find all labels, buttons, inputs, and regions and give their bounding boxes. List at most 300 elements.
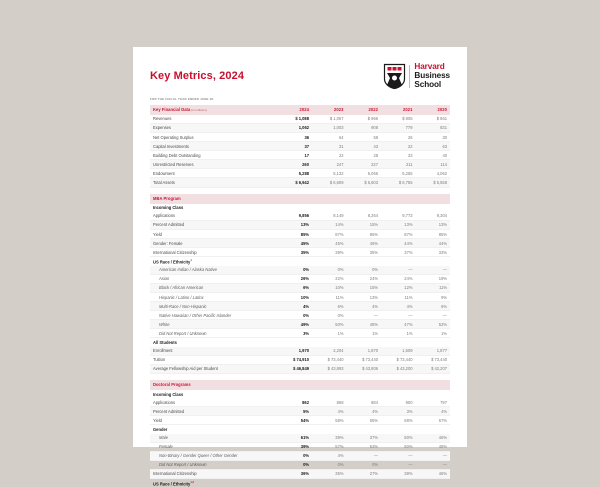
column-header-year: [347, 194, 382, 204]
row-value: 86%: [347, 229, 382, 238]
row-value: 24%: [347, 274, 382, 283]
row-value: [416, 478, 451, 487]
table-row: [150, 220, 450, 229]
table-row: [150, 302, 450, 311]
row-value: 37: [278, 142, 313, 151]
row-value: 47%: [381, 320, 416, 329]
row-value: $ 46,849: [278, 364, 313, 373]
row-value: $ 73,440: [381, 355, 416, 364]
row-label: Net Operating Surplus: [150, 132, 278, 141]
row-value: $ 1,067: [312, 115, 347, 124]
row-label: Capital Investments: [150, 142, 278, 151]
row-value: 36: [278, 132, 313, 141]
row-label: Did Not Report / Unknown: [150, 460, 278, 469]
row-value: 5,066: [347, 169, 382, 178]
row-value: 12%: [381, 283, 416, 292]
row-value: [416, 390, 451, 398]
row-value: 908: [347, 123, 382, 132]
row-value: [416, 338, 451, 347]
row-value: 1%: [416, 329, 451, 338]
row-value: $ 6,942: [278, 178, 313, 187]
row-value: [381, 338, 416, 347]
section-header-row: [150, 380, 450, 390]
row-label: Incoming Class: [153, 391, 184, 397]
table-row: [150, 123, 450, 132]
row-value: $ 6,755: [381, 178, 416, 187]
row-value: 50%: [312, 320, 347, 329]
row-value: 0%: [312, 460, 347, 469]
row-label: Female: [150, 442, 278, 451]
row-value: 1,062: [278, 123, 313, 132]
row-label: Building Debt Outstanding: [150, 151, 278, 160]
row-value: 14%: [312, 220, 347, 229]
row-value: 46%: [347, 239, 382, 248]
table-row: [150, 248, 450, 257]
row-value: $ 805: [381, 115, 416, 124]
row-value: 5,132: [312, 169, 347, 178]
row-value: 1,970: [278, 347, 313, 356]
page-title: Key Metrics, 2024: [150, 70, 245, 82]
row-label: Multi-Race / Non-Hispanic: [150, 302, 278, 311]
row-value: 6%: [416, 302, 451, 311]
row-value: 39%: [312, 434, 347, 443]
row-value: 1%: [312, 329, 347, 338]
row-label: Yield: [150, 416, 278, 425]
table-financial: [150, 105, 450, 188]
row-label: Hispanic / Latino / Latinx: [150, 293, 278, 302]
row-label: Revenues: [150, 115, 278, 124]
section-header-row: [150, 194, 450, 204]
row-value: 0%: [278, 451, 313, 460]
row-value: 9%: [416, 293, 451, 302]
row-value: $ 73,440: [347, 355, 382, 364]
table-row: [150, 160, 450, 169]
row-value: 114: [416, 160, 451, 169]
column-header-year: 2021: [381, 105, 416, 115]
row-value: —: [416, 460, 451, 469]
section-header-row: [150, 105, 450, 115]
row-value: 1,877: [416, 347, 451, 356]
row-label: Native Hawaiian / Other Pacific Islander: [150, 311, 278, 320]
row-label: Gender: Female: [150, 239, 278, 248]
row-value: 797: [416, 398, 451, 407]
row-value: 85%: [416, 229, 451, 238]
row-value: 9,773: [381, 212, 416, 221]
table-row: [150, 478, 450, 487]
column-header-year: 2020: [416, 105, 451, 115]
column-header-year: 2023: [312, 105, 347, 115]
row-value: —: [416, 451, 451, 460]
row-value: 43: [347, 142, 382, 151]
row-value: 49%: [278, 320, 313, 329]
row-value: 9,856: [278, 212, 313, 221]
row-value: 30: [416, 132, 451, 141]
row-value: 13%: [416, 220, 451, 229]
row-value: 65%: [347, 416, 382, 425]
document-header: [150, 61, 450, 90]
row-value: —: [416, 266, 451, 275]
table-row: [150, 390, 450, 398]
row-value: 19%: [416, 274, 451, 283]
row-value: [347, 390, 382, 398]
table-row: [150, 169, 450, 178]
row-value: 3%: [278, 329, 313, 338]
table-row: [150, 257, 450, 266]
row-value: 68%: [381, 416, 416, 425]
row-label: Total Assets: [150, 178, 278, 187]
row-value: 44%: [416, 239, 451, 248]
row-value: 54%: [278, 416, 313, 425]
row-value: 46%: [416, 434, 451, 443]
row-value: [312, 425, 347, 434]
table-row: [150, 347, 450, 356]
row-value: 0%: [347, 266, 382, 275]
table-row: [150, 274, 450, 283]
row-value: [278, 478, 313, 487]
row-label: Tuition: [150, 355, 278, 364]
row-value: 1,509: [381, 347, 416, 356]
column-header-year: [416, 194, 451, 204]
table-row: [150, 178, 450, 187]
row-value: [312, 338, 347, 347]
row-value: 211: [381, 160, 416, 169]
row-value: [312, 257, 347, 266]
row-value: 61%: [278, 434, 313, 443]
row-value: [381, 390, 416, 398]
column-header-year: [381, 194, 416, 204]
row-value: [347, 425, 382, 434]
row-label: US Race / Ethnicity$^{1,2}$: [153, 480, 194, 486]
row-value: [278, 425, 313, 434]
table-row: [150, 329, 450, 338]
row-value: 0%: [278, 266, 313, 275]
row-value: 67%: [416, 416, 451, 425]
row-label: Percent Admitted: [150, 407, 278, 416]
row-value: 831: [416, 123, 451, 132]
row-value: [278, 204, 313, 212]
row-value: 48%: [347, 320, 382, 329]
row-value: 50%: [381, 442, 416, 451]
table-row: [150, 239, 450, 248]
row-value: [347, 338, 382, 347]
row-value: 227: [347, 160, 382, 169]
row-value: $ 861: [416, 115, 451, 124]
row-value: 260: [278, 160, 313, 169]
table-row: [150, 229, 450, 238]
row-value: $ 42,207: [416, 364, 451, 373]
row-value: 58: [347, 132, 382, 141]
row-value: 11%: [312, 293, 347, 302]
row-value: 26%: [278, 274, 313, 283]
row-value: 884: [347, 398, 382, 407]
table-row: [150, 132, 450, 141]
row-label: International Citizenship: [150, 469, 278, 478]
row-value: 2,204: [312, 347, 347, 356]
row-value: 247: [312, 160, 347, 169]
row-label: Applications: [150, 212, 278, 221]
row-value: $ 73,440: [416, 355, 451, 364]
row-value: 779: [381, 123, 416, 132]
column-header-year: [312, 380, 347, 390]
row-label: American Indian / Alaska Native: [150, 266, 278, 275]
table-row: [150, 364, 450, 373]
table-row: [150, 460, 450, 469]
logo-harvard: Harvard: [414, 62, 445, 71]
row-value: 38%: [381, 469, 416, 478]
row-value: —: [381, 311, 416, 320]
row-label: Black / African American: [150, 283, 278, 292]
row-value: $ 74,910: [278, 355, 313, 364]
row-value: 4,062: [416, 169, 451, 178]
row-value: 6%: [312, 302, 347, 311]
row-value: $ 6,603: [347, 178, 382, 187]
table-row: [150, 407, 450, 416]
row-value: $ 6,609: [312, 178, 347, 187]
section-header-label: Doctoral Programs: [150, 380, 278, 390]
row-value: 11%: [416, 283, 451, 292]
row-value: 6%: [278, 283, 313, 292]
row-value: 4%: [347, 407, 382, 416]
table-row: [150, 204, 450, 212]
row-label: Gender: [153, 426, 168, 432]
row-value: 17: [278, 151, 313, 160]
row-value: [416, 257, 451, 266]
table-row: [150, 434, 450, 443]
table-row: [150, 151, 450, 160]
row-value: 63: [416, 142, 451, 151]
row-value: —: [381, 266, 416, 275]
row-value: [312, 204, 347, 212]
table-row: [150, 469, 450, 478]
table-row: [150, 355, 450, 364]
row-value: 45%: [312, 239, 347, 248]
row-value: 63%: [347, 442, 382, 451]
row-label: Expenses: [150, 123, 278, 132]
row-value: $ 1,088: [278, 115, 313, 124]
row-value: 0%: [278, 311, 313, 320]
harvard-shield-icon: [384, 64, 405, 89]
column-header-year: 2024: [278, 105, 313, 115]
row-value: —: [381, 451, 416, 460]
row-value: [381, 204, 416, 212]
row-value: 10%: [278, 293, 313, 302]
table-row: [150, 451, 450, 460]
row-value: 1%: [347, 329, 382, 338]
table-mba: [150, 194, 450, 374]
table-row: [150, 442, 450, 451]
row-value: $ 5,558: [416, 178, 451, 187]
row-value: 46%: [416, 442, 451, 451]
row-label: International Citizenship: [150, 248, 278, 257]
row-value: —: [381, 460, 416, 469]
row-value: 4%: [312, 407, 347, 416]
row-value: 13%: [381, 220, 416, 229]
row-label: Male: [150, 434, 278, 443]
row-value: 4%: [312, 451, 347, 460]
column-header-year: [312, 194, 347, 204]
row-value: $ 73,440: [312, 355, 347, 364]
column-header-year: [347, 380, 382, 390]
row-value: 15%: [347, 283, 382, 292]
table-doctoral: [150, 380, 450, 487]
hbs-logo: [384, 63, 450, 90]
row-value: 0%: [278, 460, 313, 469]
row-value: 11%: [381, 293, 416, 302]
row-value: [312, 478, 347, 487]
row-value: 5,265: [381, 169, 416, 178]
row-value: 0%: [312, 266, 347, 275]
row-value: 36%: [278, 469, 313, 478]
row-value: 5,288: [278, 169, 313, 178]
table-row: [150, 115, 450, 124]
row-value: 64: [312, 132, 347, 141]
row-label: US Race / Ethnicity$^1$: [153, 258, 192, 265]
row-value: 862: [278, 398, 313, 407]
row-value: 4%: [347, 302, 382, 311]
row-value: 31: [312, 142, 347, 151]
column-header-year: [278, 380, 313, 390]
row-value: 45%: [278, 239, 313, 248]
footnote-marker: 1: [190, 258, 192, 262]
table-row: [150, 212, 450, 221]
row-value: $ 43,200: [381, 364, 416, 373]
row-value: —: [416, 311, 451, 320]
metrics-tables: [150, 105, 450, 487]
column-header-year: [381, 380, 416, 390]
row-value: 39%: [312, 248, 347, 257]
row-value: [347, 478, 382, 487]
row-value: 57%: [312, 442, 347, 451]
row-value: 35%: [347, 248, 382, 257]
column-header-year: 2022: [347, 105, 382, 115]
row-value: [278, 390, 313, 398]
table-row: [150, 283, 450, 292]
row-value: $ 966: [347, 115, 382, 124]
table-row: [150, 266, 450, 275]
row-value: 27%: [347, 469, 382, 478]
row-value: $ 43,893: [312, 364, 347, 373]
row-value: [381, 425, 416, 434]
row-value: [416, 425, 451, 434]
logo-school: School: [414, 79, 442, 89]
row-value: [312, 390, 347, 398]
row-value: 40: [416, 151, 451, 160]
row-value: 8,149: [312, 212, 347, 221]
row-value: 85%: [278, 229, 313, 238]
row-label: Applications: [150, 398, 278, 407]
row-value: 22: [312, 151, 347, 160]
row-value: 33: [381, 151, 416, 160]
row-value: 52%: [416, 320, 451, 329]
row-value: $ 43,806: [347, 364, 382, 373]
table-row: [150, 338, 450, 347]
column-header-year: [278, 194, 313, 204]
row-label: Endowment: [150, 169, 278, 178]
row-label: Unrestricted Reserves: [150, 160, 278, 169]
row-label: Non-Binary / Gender Queer / Other Gender: [150, 451, 278, 460]
table-row: [150, 142, 450, 151]
row-value: 46%: [416, 469, 451, 478]
row-value: 1,003: [312, 123, 347, 132]
table-row: [150, 416, 450, 425]
logo-business: Business: [414, 70, 450, 80]
section-header-label: Key Financial Data (in millions): [150, 105, 278, 115]
row-label: White: [150, 320, 278, 329]
row-value: 28: [347, 151, 382, 160]
row-value: 44%: [381, 239, 416, 248]
row-label: Incoming Class: [153, 205, 184, 211]
logo-divider: [409, 65, 410, 88]
row-value: —: [347, 451, 382, 460]
row-value: 868: [312, 398, 347, 407]
row-value: 5%: [278, 407, 313, 416]
row-value: —: [347, 311, 382, 320]
row-value: 9,304: [416, 212, 451, 221]
document-page: [133, 47, 467, 486]
row-value: [381, 257, 416, 266]
row-value: [347, 204, 382, 212]
row-value: 3%: [381, 407, 416, 416]
section-header-sublabel: (in millions): [190, 108, 207, 113]
row-value: 1,870: [347, 347, 382, 356]
row-label: Average Fellowship Aid per Student: [150, 364, 278, 373]
row-value: 39%: [278, 442, 313, 451]
table-row: [150, 425, 450, 434]
row-value: [381, 478, 416, 487]
row-label: Yield: [150, 229, 278, 238]
footnote-marker: 1,2: [190, 480, 194, 484]
row-value: 58%: [312, 416, 347, 425]
row-value: 900: [381, 398, 416, 407]
row-value: 0%: [312, 311, 347, 320]
row-value: 26: [381, 132, 416, 141]
column-header-year: [416, 380, 451, 390]
row-value: 15%: [347, 220, 382, 229]
row-value: 24%: [381, 274, 416, 283]
row-value: 22: [381, 142, 416, 151]
row-label: Enrollment: [150, 347, 278, 356]
row-value: 4%: [278, 302, 313, 311]
row-value: 87%: [381, 229, 416, 238]
row-value: 0%: [347, 460, 382, 469]
table-row: [150, 398, 450, 407]
row-label: Asian: [150, 274, 278, 283]
row-value: [347, 257, 382, 266]
table-row: [150, 293, 450, 302]
row-label: Did Not Report / Unknown: [150, 329, 278, 338]
row-value: 35%: [278, 248, 313, 257]
row-value: 50%: [381, 434, 416, 443]
row-value: [416, 204, 451, 212]
row-value: 33%: [416, 248, 451, 257]
row-value: 35%: [312, 469, 347, 478]
row-value: 4%: [381, 302, 416, 311]
row-value: [278, 257, 313, 266]
row-label: All Students: [153, 340, 177, 346]
row-value: 13%: [278, 220, 313, 229]
table-row: [150, 311, 450, 320]
row-value: 1%: [381, 329, 416, 338]
row-value: 37%: [381, 248, 416, 257]
row-value: 4%: [416, 407, 451, 416]
row-value: 22%: [312, 274, 347, 283]
row-value: 10%: [312, 283, 347, 292]
fiscal-year-note: FOR THE FISCAL YEAR ENDED JUNE 30.: [150, 96, 215, 101]
section-header-label: MBA Program: [150, 194, 278, 204]
table-row: [150, 320, 450, 329]
row-label: Percent Admitted: [150, 220, 278, 229]
row-value: 37%: [347, 434, 382, 443]
